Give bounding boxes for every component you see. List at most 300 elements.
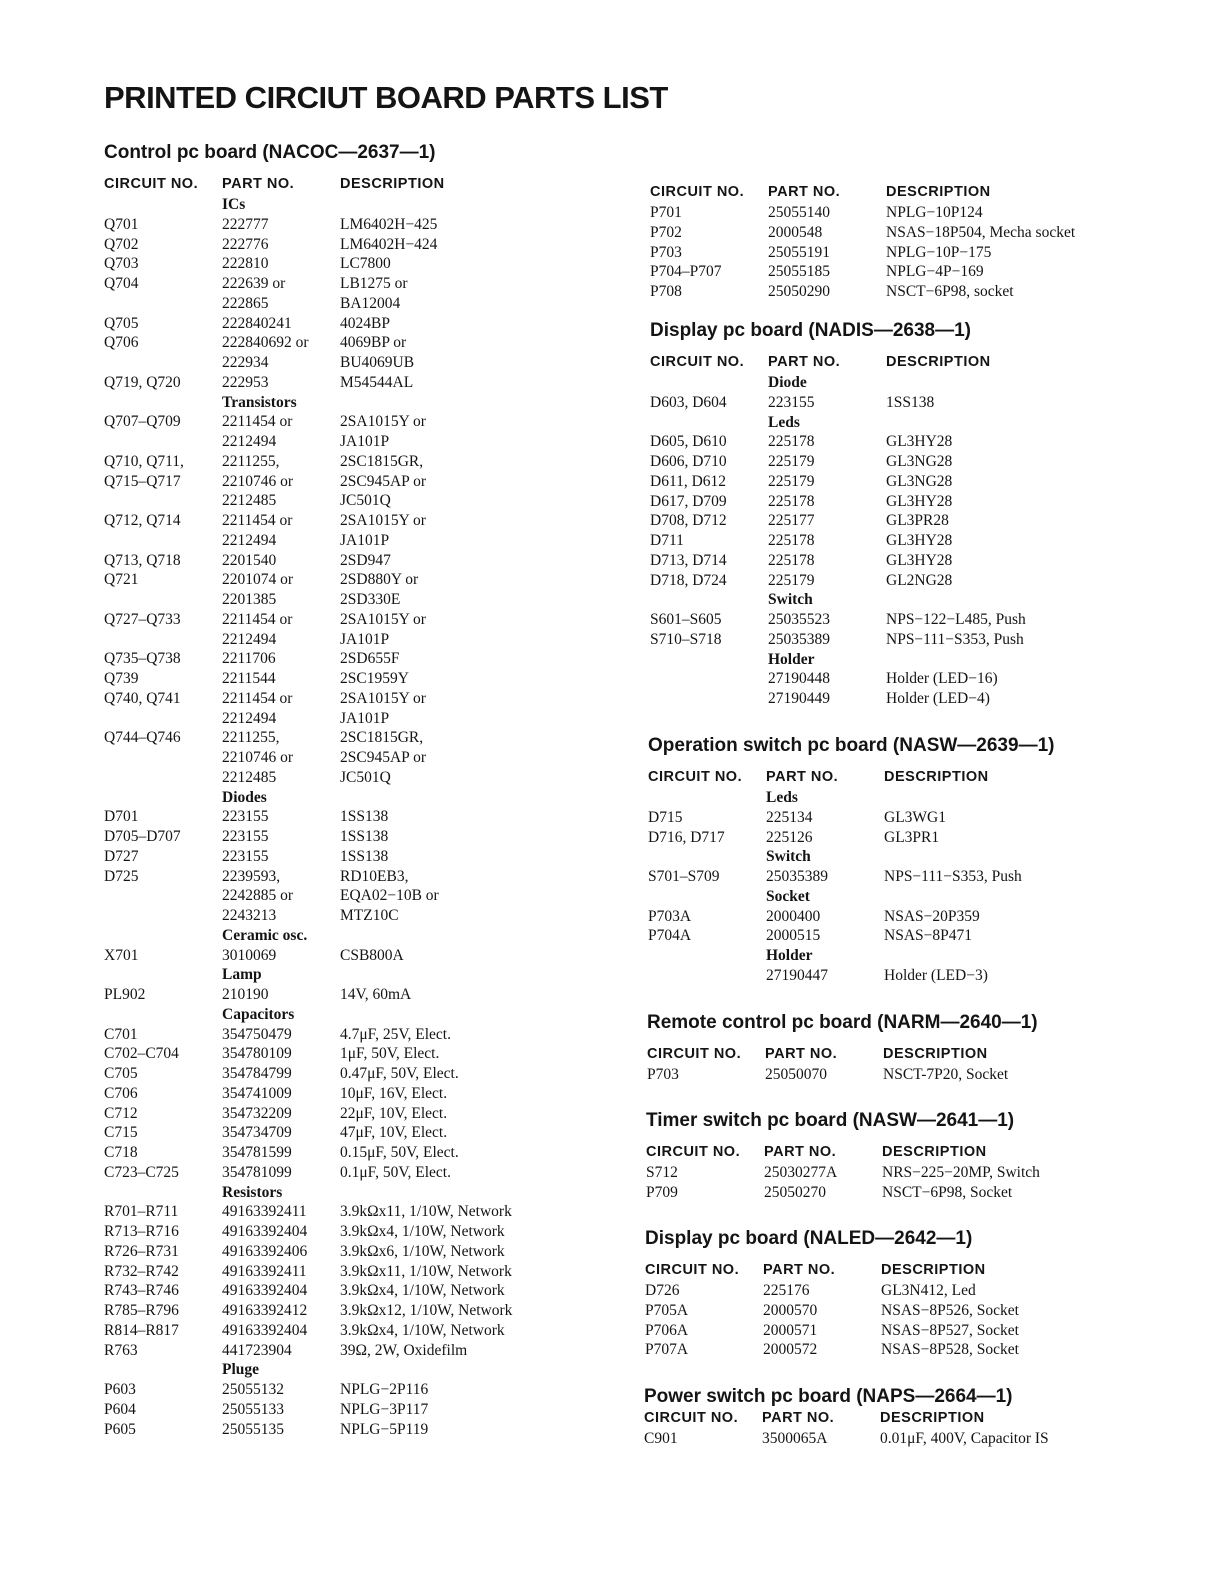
description: NPLG−4P−169	[886, 263, 984, 281]
category-row	[650, 374, 971, 394]
part-row	[104, 1262, 512, 1283]
part-no: 25055191	[768, 243, 830, 261]
part-row	[104, 275, 435, 295]
description: 4024BP	[340, 314, 390, 332]
part-no: 25035389	[766, 868, 828, 885]
category-row	[648, 848, 1054, 868]
description: 3.9kΩx6, 1/10W, Network	[340, 1242, 505, 1260]
part-row	[104, 255, 435, 275]
category-label: Diode	[768, 374, 807, 391]
description: 2SA1015Y or	[340, 689, 426, 707]
circuit-no: C723–C725	[104, 1163, 179, 1181]
part-row	[648, 829, 1054, 849]
category-row	[648, 888, 1054, 908]
circuit-no: D713, D714	[650, 551, 727, 569]
parts-rows	[645, 1282, 1019, 1361]
part-row	[646, 1184, 1014, 1204]
description: 1SS138	[340, 847, 389, 865]
category-label: Switch	[768, 591, 813, 609]
description: 4.7μF, 25V, Elect.	[340, 1025, 451, 1043]
part-no: 225179	[768, 472, 815, 490]
part-row	[104, 1045, 440, 1065]
part-row	[104, 453, 435, 473]
circuit-no: Q704	[104, 275, 139, 292]
part-no: 222840692 or	[222, 334, 309, 352]
part-no: 2210746 or	[222, 472, 294, 490]
part-no: 49163392412	[222, 1302, 308, 1319]
part-no: 223155	[768, 393, 815, 411]
circuit-no: X701	[104, 946, 139, 964]
board-operation-switch	[648, 733, 1054, 987]
part-no: 354732209	[222, 1104, 292, 1122]
part-row	[104, 433, 435, 453]
circuit-no: P704A	[648, 927, 692, 945]
circuit-no: R785–R796	[104, 1302, 179, 1319]
part-row	[104, 710, 435, 730]
part-row	[104, 315, 435, 335]
part-no: 222934	[222, 354, 269, 371]
circuit-no: D715	[648, 808, 683, 826]
circuit-no: D718, D724	[650, 571, 727, 589]
part-no: 222776	[222, 235, 269, 253]
circuit-no: S601–S605	[650, 611, 722, 628]
part-row	[650, 453, 971, 473]
circuit-no: C705	[104, 1065, 138, 1082]
part-no: 2000571	[763, 1321, 818, 1339]
part-no: 222810	[222, 255, 269, 273]
part-no: 2201540	[222, 551, 277, 569]
description: 0.47μF, 50V, Elect.	[340, 1065, 459, 1082]
board-title: Timer switch pc board (NASW—2641—1)	[646, 1110, 1015, 1131]
description: LM6402H−424	[340, 235, 438, 253]
board-remote-control	[647, 1010, 1038, 1086]
part-row	[648, 908, 1054, 928]
part-row	[650, 433, 971, 453]
part-no: 2239593,	[222, 867, 281, 885]
description: 1μF, 50V, Elect.	[340, 1045, 440, 1063]
column-header-circuit-no: CIRCUIT NO.	[648, 769, 743, 785]
description: GL3PR28	[886, 512, 949, 530]
circuit-no: P605	[104, 1420, 136, 1438]
part-no: 225134	[766, 808, 813, 826]
part-row	[104, 729, 435, 749]
description: 39Ω, 2W, Oxidefilm	[340, 1341, 468, 1359]
category-row	[104, 966, 435, 986]
part-no: 222953	[222, 373, 269, 391]
board-control	[104, 140, 513, 1440]
part-row	[104, 907, 435, 927]
part-row	[104, 1302, 513, 1322]
description: 3.9kΩx12, 1/10W, Network	[340, 1302, 513, 1319]
column-header-description: DESCRIPTION	[884, 769, 989, 785]
part-row	[644, 1430, 1049, 1450]
part-no: 2000548	[768, 223, 823, 241]
board-title: Operation switch pc board (NASW—2639—1)	[648, 735, 1055, 756]
category-row	[104, 394, 435, 414]
part-no: 2212494	[222, 433, 277, 450]
part-row	[104, 1381, 435, 1401]
part-row	[104, 868, 435, 888]
circuit-no: Q727–Q733	[104, 610, 181, 628]
part-row	[645, 1282, 976, 1302]
part-row	[104, 631, 435, 651]
parts-rows	[646, 1164, 1040, 1204]
category-row	[104, 1184, 435, 1204]
part-row	[104, 1104, 448, 1125]
part-row	[645, 1321, 1019, 1342]
part-no: 223155	[222, 808, 269, 826]
column-header-circuit-no: CIRCUIT NO.	[646, 1144, 741, 1160]
category-row	[104, 927, 435, 947]
part-no: 2211454 or	[222, 512, 293, 529]
part-no: 27190447	[766, 966, 828, 984]
column-header-part-no: PART NO.	[222, 176, 295, 192]
category-label: Transistors	[222, 393, 297, 411]
part-no: 2211544	[222, 670, 276, 687]
part-row	[104, 887, 439, 907]
part-row	[648, 967, 1054, 987]
description: 4069BP or	[340, 334, 407, 352]
description: 2SD880Y or	[340, 571, 419, 589]
category-row	[104, 1361, 435, 1381]
description: 10μF, 16V, Elect.	[340, 1084, 448, 1102]
column-header-row	[104, 176, 445, 196]
category-row	[648, 789, 1054, 809]
column-header-circuit-no: CIRCUIT NO.	[650, 184, 745, 200]
description: 3.9kΩx4, 1/10W, Network	[340, 1282, 505, 1300]
part-row	[650, 473, 971, 493]
description: JA101P	[340, 630, 390, 648]
description: LM6402H−425	[340, 215, 438, 233]
description: 47μF, 10V, Elect.	[340, 1124, 448, 1142]
circuit-no: D727	[104, 847, 139, 865]
part-no: 225176	[763, 1282, 810, 1299]
board-power-switch	[644, 1384, 1049, 1450]
description: 2SD947	[340, 551, 391, 569]
part-no: 25050290	[768, 283, 830, 300]
part-row	[104, 1124, 448, 1144]
column-header-part-no: PART NO.	[765, 1046, 838, 1062]
description: NPS−111−S353, Push	[886, 630, 1024, 648]
category-row	[104, 1006, 435, 1026]
circuit-no: Q744–Q746	[104, 729, 181, 747]
description: NPS−122−L485, Push	[886, 611, 1026, 628]
column-header-description: DESCRIPTION	[886, 184, 991, 200]
part-row	[104, 1223, 505, 1243]
description: Holder (LED−3)	[884, 966, 988, 984]
column-header-description: DESCRIPTION	[886, 354, 991, 370]
part-row	[104, 749, 435, 769]
circuit-no: P702	[650, 223, 682, 241]
column-header-row	[648, 769, 1054, 789]
part-no: 2000515	[766, 927, 821, 945]
description: 0.1μF, 50V, Elect.	[340, 1163, 451, 1181]
circuit-no: R732–R742	[104, 1262, 179, 1280]
part-row	[104, 1421, 435, 1441]
category-label: Socket	[766, 887, 810, 905]
description: GL2NG28	[886, 571, 953, 589]
part-row	[650, 493, 971, 513]
column-header-circuit-no: CIRCUIT NO.	[645, 1262, 740, 1278]
description: JC501Q	[340, 492, 391, 510]
part-no: 49163392406	[222, 1242, 308, 1260]
part-row	[650, 670, 998, 690]
part-row	[648, 809, 1054, 829]
part-row	[647, 1066, 1038, 1086]
circuit-no: D701	[104, 808, 139, 826]
column-header-row	[647, 1046, 1038, 1066]
board-title: Display pc board (NALED—2642—1)	[645, 1228, 973, 1249]
circuit-no: D606, D710	[650, 453, 727, 470]
part-row	[104, 650, 435, 670]
parts-rows	[104, 196, 513, 1440]
category-label: Holder	[766, 947, 813, 964]
column-header-part-no: PART NO.	[762, 1410, 835, 1426]
column-header-description: DESCRIPTION	[883, 1046, 988, 1062]
part-row	[104, 670, 435, 690]
part-no: 441723904	[222, 1341, 292, 1359]
column-header-part-no: PART NO.	[768, 184, 841, 200]
description: GL3HY28	[886, 433, 953, 451]
part-no: 225177	[768, 512, 815, 530]
part-row	[104, 1341, 468, 1362]
description: RD10EB3,	[340, 867, 409, 885]
circuit-no: C702–C704	[104, 1045, 179, 1063]
description: 2SC1815GR,	[340, 729, 424, 747]
part-row	[104, 295, 435, 315]
part-no: 225178	[768, 433, 815, 451]
description: NSAS−8P526, Socket	[881, 1301, 1019, 1319]
part-no: 2211454 or	[222, 610, 293, 628]
description: 2SD330E	[340, 591, 401, 608]
description: JC501Q	[340, 768, 391, 786]
circuit-no: D708, D712	[650, 512, 727, 530]
column-header-row	[646, 1144, 1014, 1164]
description: GL3HY28	[886, 551, 953, 569]
circuit-no: P707A	[645, 1341, 689, 1359]
description: GL3N412, Led	[881, 1282, 976, 1299]
part-no: 25050270	[764, 1183, 826, 1201]
part-row	[104, 354, 435, 374]
description: JA101P	[340, 531, 390, 549]
column-header-circuit-no: CIRCUIT NO.	[644, 1410, 739, 1426]
part-no: 354741009	[222, 1084, 292, 1102]
part-row	[650, 532, 971, 552]
circuit-no: P701	[650, 204, 682, 221]
part-no: 25055140	[768, 204, 830, 221]
circuit-no: C715	[104, 1124, 138, 1142]
circuit-no: D605, D610	[650, 433, 727, 451]
description: GL3NG28	[886, 472, 953, 490]
part-no: 2211454 or	[222, 689, 293, 707]
description: 22μF, 10V, Elect.	[340, 1104, 448, 1122]
part-no: 49163392404	[222, 1282, 308, 1300]
part-no: 210190	[222, 986, 269, 1003]
part-no: 3500065A	[762, 1430, 828, 1447]
circuit-no: Q710, Q711,	[104, 452, 184, 470]
board-timer-switch	[646, 1108, 1040, 1204]
circuit-no: Q713, Q718	[104, 551, 181, 569]
circuit-no: D716, D717	[648, 828, 725, 846]
category-label: Lamp	[222, 966, 262, 984]
column-header-description: DESCRIPTION	[340, 176, 445, 192]
page-title: PRINTED CIRCIUT BOARD PARTS LIST	[104, 80, 668, 115]
part-row	[646, 1164, 1040, 1184]
part-no: 222840241	[222, 314, 292, 332]
description: MTZ10C	[340, 907, 399, 924]
part-no: 25050070	[765, 1066, 827, 1083]
description: NSCT−6P98, socket	[886, 283, 1014, 300]
part-no: 25030277A	[764, 1164, 838, 1181]
description: NRS−225−20MP, Switch	[882, 1164, 1040, 1181]
part-no: 3010069	[222, 946, 277, 964]
description: NSAS−8P471	[884, 927, 972, 945]
parts-rows	[647, 1066, 1038, 1086]
description: NSAS−18P504, Mecha socket	[886, 223, 1076, 241]
description: EQA02−10B or	[340, 887, 439, 905]
circuit-no: S712	[646, 1164, 678, 1181]
part-no: 2212485	[222, 768, 277, 786]
description: LB1275 or	[340, 275, 408, 292]
column-header-part-no: PART NO.	[764, 1144, 837, 1160]
part-no: 27190448	[768, 670, 830, 688]
board-title: Display pc board (NADIS—2638—1)	[650, 320, 971, 341]
circuit-no: Q707–Q709	[104, 413, 181, 431]
description: 2SC945AP or	[340, 749, 426, 766]
part-row	[650, 394, 971, 414]
description: GL3HY28	[886, 532, 953, 549]
circuit-no: D711	[650, 532, 684, 549]
description: Holder (LED−16)	[886, 670, 998, 688]
part-no: 2212494	[222, 531, 277, 549]
part-row	[104, 1321, 505, 1342]
circuit-no: P703	[650, 243, 682, 261]
category-label: Diodes	[222, 788, 267, 806]
part-no: 25055185	[768, 263, 830, 281]
category-row	[650, 414, 971, 434]
column-header-row	[644, 1410, 1013, 1430]
description: 2SC1815GR,	[340, 452, 424, 470]
category-row	[650, 651, 971, 671]
category-label: Switch	[766, 848, 811, 866]
part-no: 2243213	[222, 907, 277, 924]
part-no: 222777	[222, 215, 269, 233]
description: 2SC1959Y	[340, 670, 409, 687]
part-no: 354750479	[222, 1025, 292, 1043]
description: 1SS138	[340, 808, 389, 826]
part-row	[104, 235, 438, 256]
part-no: 25055132	[222, 1381, 284, 1398]
part-row	[650, 630, 1024, 651]
circuit-no: D617, D709	[650, 492, 727, 510]
description: 0.15μF, 50V, Elect.	[340, 1144, 459, 1161]
circuit-no: R726–R731	[104, 1242, 179, 1260]
description: 0.01μF, 400V, Capacitor IS	[880, 1430, 1049, 1447]
description: NPLG−10P−175	[886, 243, 992, 261]
description: NSCT−6P98, Socket	[882, 1183, 1013, 1201]
part-no: 25055135	[222, 1420, 284, 1438]
circuit-no: Q721	[104, 571, 139, 589]
circuit-no: Q740, Q741	[104, 689, 181, 707]
circuit-no: C712	[104, 1104, 138, 1122]
part-no: 222865	[222, 294, 269, 312]
description: NSAS−8P528, Socket	[881, 1341, 1019, 1359]
category-label: Ceramic osc.	[222, 926, 308, 944]
part-row	[650, 690, 990, 710]
circuit-no: D726	[645, 1282, 680, 1299]
part-row	[104, 591, 435, 611]
description: NPLG−10P124	[886, 204, 983, 221]
category-label: Holder	[768, 650, 815, 668]
part-no: 2212494	[222, 709, 277, 727]
part-row	[104, 769, 435, 789]
part-row	[650, 512, 971, 532]
column-header-part-no: PART NO.	[768, 354, 841, 370]
category-label: ICs	[222, 196, 246, 213]
column-header-part-no: PART NO.	[766, 769, 839, 785]
part-no: 225179	[768, 453, 815, 470]
part-row	[104, 552, 435, 572]
part-row	[104, 848, 435, 868]
circuit-no: Q702	[104, 235, 139, 253]
part-no: 354734709	[222, 1124, 292, 1142]
description: 2SA1015Y or	[340, 512, 426, 529]
circuit-no: D611, D612	[650, 472, 727, 490]
column-header-circuit-no: CIRCUIT NO.	[104, 176, 199, 192]
parts-rows	[650, 374, 1026, 710]
circuit-no: R743–R746	[104, 1282, 179, 1300]
circuit-no: Q715–Q717	[104, 472, 181, 490]
description: 2SA1015Y or	[340, 413, 426, 431]
part-no: 223155	[222, 828, 269, 845]
description: M54544AL	[340, 373, 414, 391]
description: 1SS138	[340, 828, 389, 845]
description: 2SD655F	[340, 650, 400, 668]
description: NPLG−2P116	[340, 1381, 429, 1398]
part-no: 2211454 or	[222, 413, 293, 431]
column-header-description: DESCRIPTION	[882, 1144, 987, 1160]
circuit-no: D725	[104, 867, 139, 885]
part-no: 225178	[768, 532, 815, 549]
circuit-no: P703	[647, 1066, 679, 1083]
column-header-description: DESCRIPTION	[881, 1262, 986, 1278]
circuit-no: P706A	[645, 1321, 689, 1339]
part-no: 223155	[222, 847, 269, 865]
column-header-circuit-no: CIRCUIT NO.	[650, 354, 745, 370]
circuit-no: P603	[104, 1381, 136, 1398]
description: 3.9kΩx11, 1/10W, Network	[340, 1262, 512, 1280]
part-no: 2212494	[222, 630, 277, 648]
circuit-no: Q735–Q738	[104, 650, 181, 668]
column-header-row	[645, 1262, 986, 1282]
part-row	[648, 927, 1054, 947]
part-no: 49163392411	[222, 1203, 307, 1221]
circuit-no: Q706	[104, 334, 139, 352]
description: 3.9kΩx4, 1/10W, Network	[340, 1223, 505, 1240]
part-no: 2000570	[763, 1301, 818, 1319]
description: BA12004	[340, 294, 401, 312]
category-label: Resistors	[222, 1183, 283, 1201]
part-no: 354781099	[222, 1163, 292, 1181]
parts-rows	[644, 1430, 1049, 1450]
parts-rows	[648, 789, 1054, 987]
part-no: 225179	[768, 571, 815, 589]
description: GL3PR1	[884, 828, 940, 846]
description: JA101P	[340, 433, 390, 450]
circuit-no: P709	[646, 1183, 678, 1201]
circuit-no: C718	[104, 1144, 138, 1161]
part-no: 25035389	[768, 630, 830, 648]
